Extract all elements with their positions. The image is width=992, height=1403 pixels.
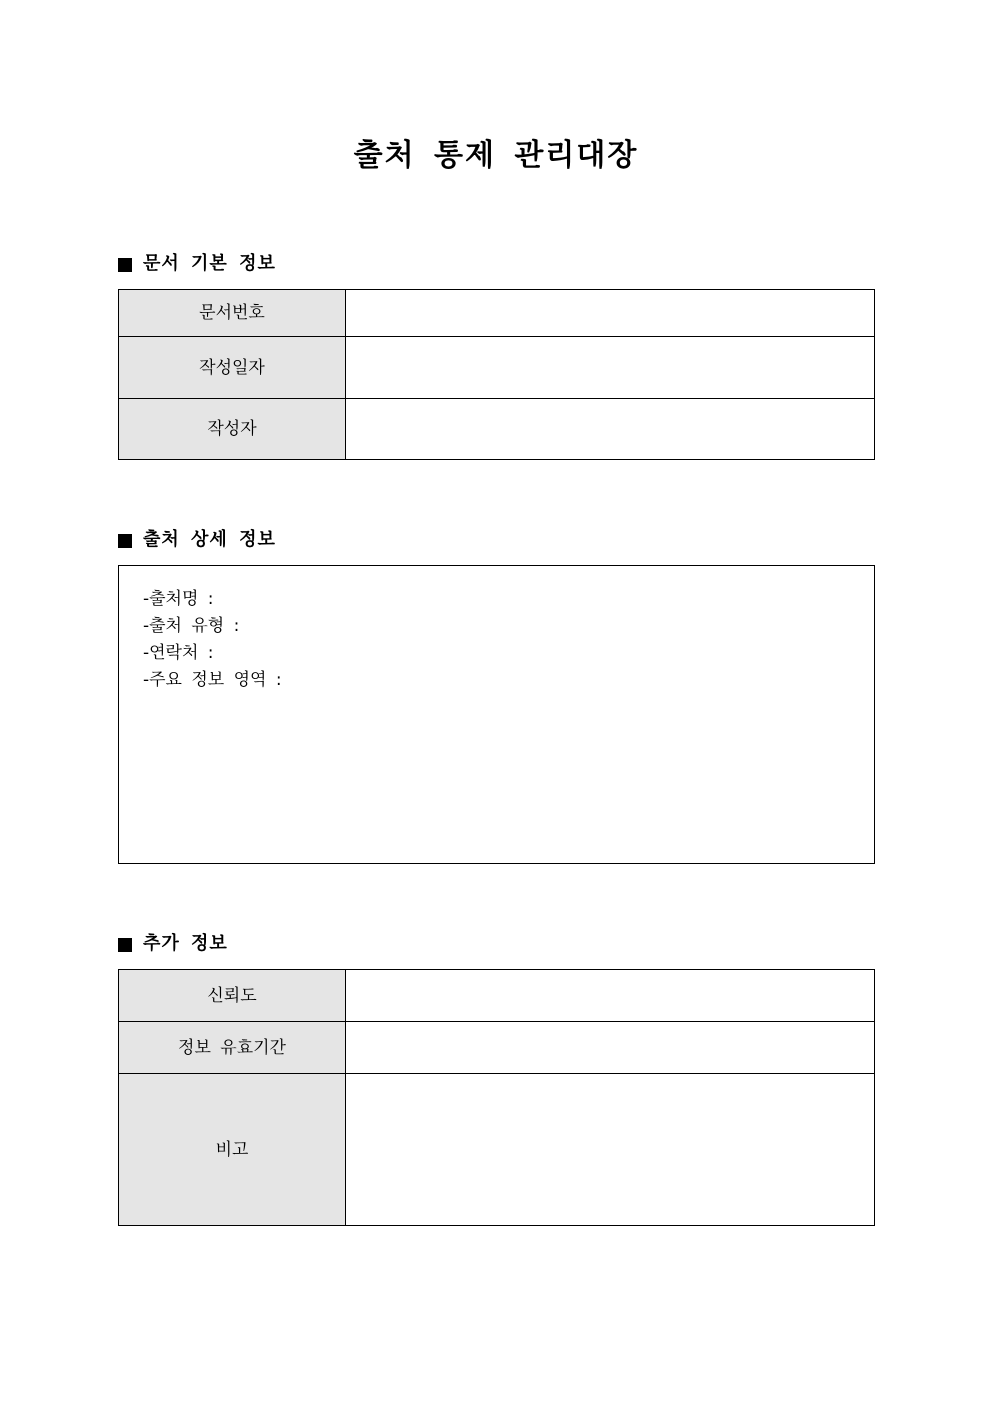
square-bullet-icon [118,938,132,952]
label-created-date: 작성일자 [119,337,346,399]
table-row [119,290,875,337]
table-row [119,1074,875,1226]
detail-line-source-type: -출처 유형 : [143,616,240,636]
value-reliability[interactable] [346,970,875,1022]
value-remarks[interactable] [346,1074,875,1226]
label-author: 작성자 [119,399,346,460]
table-row [119,399,875,460]
detail-line-main-area: -주요 정보 영역 : [143,670,282,690]
table-row [119,1022,875,1074]
basic-info-table [118,289,875,460]
source-detail-box[interactable] [118,565,875,864]
square-bullet-icon [118,258,132,272]
table-row [119,970,875,1022]
detail-line-source-name: -출처명 : [143,589,214,609]
section-heading-basic-text: 문서 기본 정보 [143,253,276,274]
value-author[interactable] [346,399,875,460]
section-heading-detail-text: 출처 상세 정보 [143,529,276,550]
section-heading-additional [118,932,228,956]
section-heading-additional-text: 추가 정보 [143,933,228,954]
square-bullet-icon [118,534,132,548]
value-validity-period[interactable] [346,1022,875,1074]
document-title: 출처 통제 관리대장 [353,138,639,173]
section-heading-detail [118,528,276,552]
detail-line-contact: -연락처 : [143,643,214,663]
table-row [119,337,875,399]
additional-info-table [118,969,875,1226]
value-created-date[interactable] [346,337,875,399]
value-document-number[interactable] [346,290,875,337]
section-heading-basic [118,252,276,276]
source-detail-lines [143,586,282,694]
label-validity-period: 정보 유효기간 [119,1022,346,1074]
label-document-number: 문서번호 [119,290,346,337]
label-remarks: 비고 [119,1074,346,1226]
label-reliability: 신뢰도 [119,970,346,1022]
